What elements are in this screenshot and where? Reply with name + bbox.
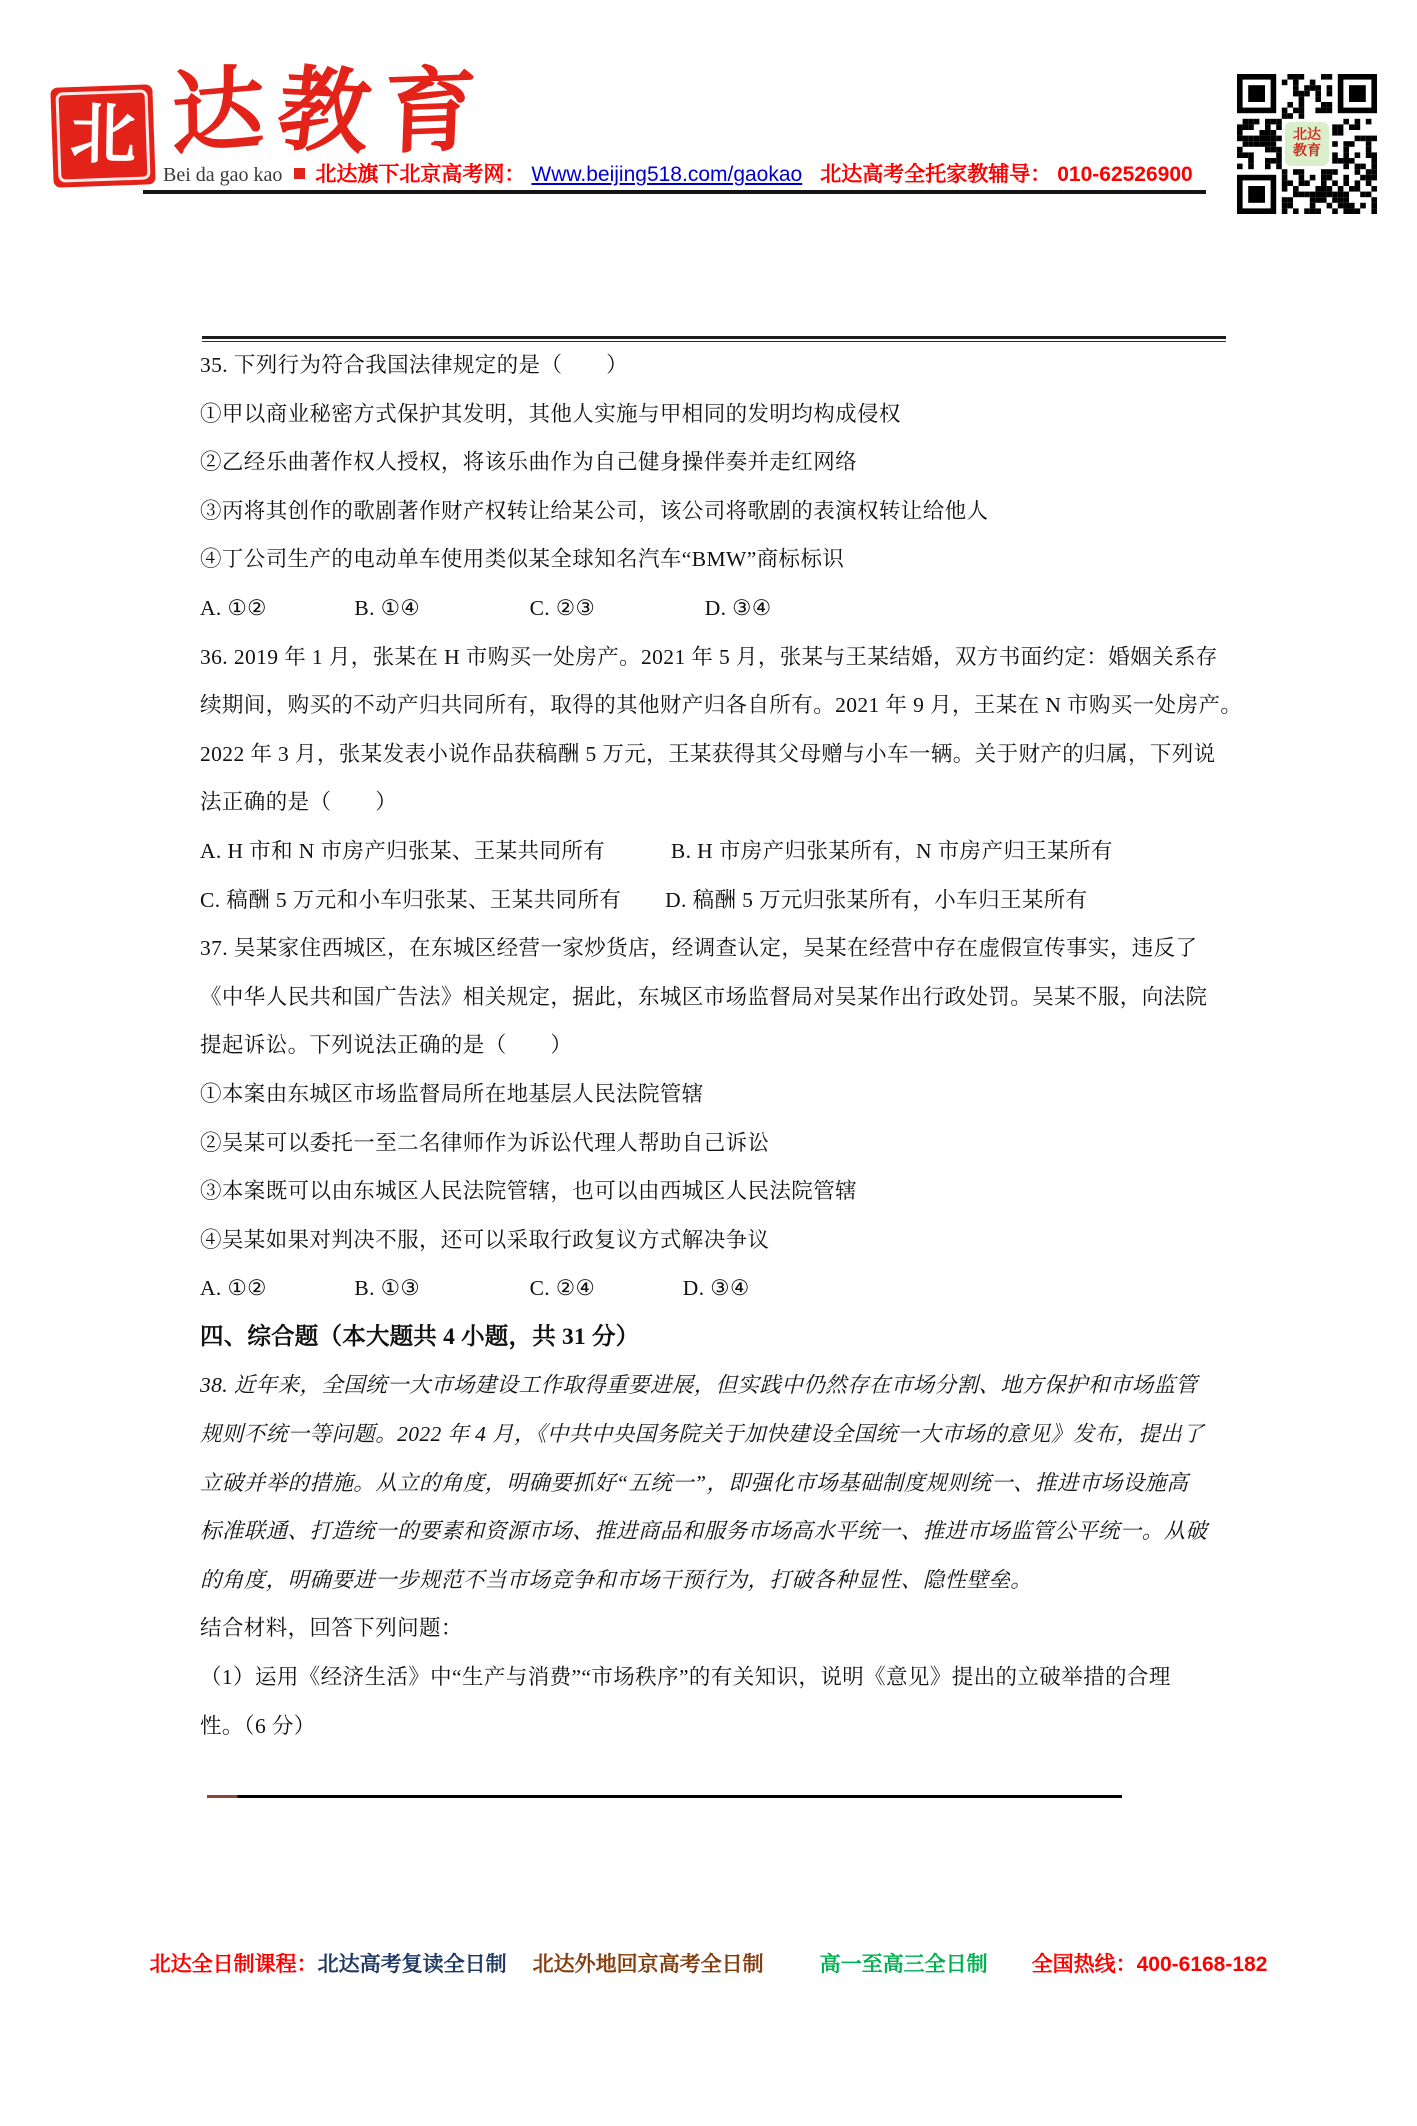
- tutor-label: 北达高考全托家教辅导：: [820, 163, 1052, 186]
- q37-item-1: ①本案由东城区市场监督局所在地基层人民法院管辖: [200, 1081, 704, 1106]
- q35-item-1: ①甲以商业秘密方式保护其发明，其他人实施与甲相同的发明均构成侵权: [200, 401, 901, 426]
- footer-fulltime-repeat: 北达高考复读全日制: [317, 1953, 507, 1976]
- brand-latin-subtitle: Bei da gao kao: [163, 164, 283, 186]
- site-label: 北达旗下北京高考网：: [315, 163, 526, 186]
- question-38-material-3: 立破并举的措施。从立的角度，明确要抓好“五统一”，即强化市场基础制度规则统一、推进市场设施高: [200, 1470, 1189, 1495]
- q35-options-row: A. ①② B. ①④ C. ②③ D. ③④: [200, 595, 772, 620]
- q38-subquestion-1a: （1）运用《经济生活》中“生产与消费”“市场秩序”的有关知识，说明《意见》提出的立破举措的合理: [200, 1665, 1171, 1690]
- question-38-material-1: 38. 近年来，全国统一大市场建设工作取得重要进展，但实践中仍然存在市场分割、地方保护和市场监管: [200, 1373, 1198, 1398]
- brand-seal-character: 北: [69, 98, 137, 173]
- footer-returning-students: 北达外地回京高考全日制: [532, 1953, 764, 1976]
- footer-bar: [0, 1946, 1417, 1980]
- q36-options-row-cd: C. 稿酬 5 万元和小车归张某、王某共同所有 D. 稿酬 5 万元归张某所有，小车归王某所有: [200, 887, 1088, 912]
- qr-badge-text-bottom: 教育: [1293, 144, 1321, 159]
- brand-char-2: 教: [272, 58, 377, 166]
- gaokao-site-link[interactable]: Www.beijing518.com/gaokao: [531, 163, 803, 186]
- question-37-stem-3: 提起诉讼。下列说法正确的是（ ）: [200, 1033, 573, 1058]
- brand-calligraphy: [168, 52, 496, 172]
- question-36-stem-3: 2022 年 3 月，张某发表小说作品获稿酬 5 万元，王某获得其父母赠与小车一辆。关于财产的归属，下列说: [200, 741, 1216, 766]
- question-38-material-5: 的角度，明确要进一步规范不当市场竞争和市场干预行为，打破各种显性、隐性壁垒。: [200, 1567, 1033, 1592]
- section-4-heading: 四、综合题（本大题共 4 小题，共 31 分）: [200, 1323, 640, 1350]
- brand-char-3: 育: [382, 59, 478, 165]
- question-37-stem-2: 《中华人民共和国广告法》相关规定，据此，东城区市场监督局对吴某作出行政处罚。吴某不服，向法院: [200, 984, 1208, 1009]
- q35-item-3: ③丙将其创作的歌剧著作财产权转让给某公司，该公司将歌剧的表演权转让给他人: [200, 498, 989, 523]
- question-36-stem-1: 36. 2019 年 1 月，张某在 H 市购买一处房产。2021 年 5 月，张某与王某结婚，双方书面约定：婚姻关系存: [200, 644, 1218, 669]
- question-36-stem-2: 续期间，购买的不动产归共同所有，取得的其他财产归各自所有。2021 年 9 月，王某在 N 市购买一处房产。: [200, 693, 1243, 718]
- footer-course-label: 北达全日制课程：: [149, 1953, 318, 1976]
- q35-item-2: ②乙经乐曲著作权人授权，将该乐曲作为自己健身操伴奏并走红网络: [200, 450, 858, 475]
- footer-hotline: 全国热线：400-6168-182: [1031, 1953, 1268, 1976]
- q36-options-row-ab: A. H 市和 N 市房产归张某、王某共同所有 B. H 市房产归张某所有，N 市房产归王某所有: [200, 838, 1113, 863]
- question-38-material-4: 标准联通、打造统一的要素和资源市场、推进商品和服务市场高水平统一、推进市场监管公平统一。从破: [200, 1519, 1208, 1544]
- q37-item-4: ④吴某如果对判决不服，还可以采取行政复议方式解决争议: [200, 1227, 770, 1252]
- brand-seal-border: [55, 89, 150, 182]
- q35-item-4: ④丁公司生产的电动单车使用类似某全球知名汽车“BMW”商标标识: [200, 547, 845, 572]
- brand-seal-logo: [50, 84, 155, 187]
- tutor-phone-number: 010-62526900: [1057, 163, 1193, 186]
- q37-item-3: ③本案既可以由东城区人民法院管辖，也可以由西城区人民法院管辖: [200, 1179, 858, 1204]
- question-38-material-2: 规则不统一等问题。2022 年 4 月，《中共中央国务院关于加快建设全国统一大市场的意见》发布，提出了: [200, 1422, 1205, 1447]
- q38-instruction: 结合材料，回答下列问题：: [200, 1616, 463, 1641]
- qr-badge-text-top: 北达: [1293, 127, 1321, 143]
- brand-char-1: 达: [171, 57, 266, 167]
- footer-grades-fulltime: 高一至高三全日制: [819, 1953, 988, 1976]
- qr-code: [1237, 74, 1377, 214]
- pre-footer-divider-rule: [207, 1795, 1122, 1798]
- question-35-stem: 35. 下列行为符合我国法律规定的是（ ）: [200, 353, 629, 377]
- q37-options-row: A. ①② B. ①③ C. ②④ D. ③④: [200, 1276, 750, 1301]
- question-36-stem-4: 法正确的是（ ）: [200, 790, 398, 815]
- header-info-bar: [163, 158, 1193, 188]
- header-divider-rule: [143, 190, 1206, 194]
- question-37-stem-1: 37. 吴某家住西城区，在东城区经营一家炒货店，经调查认定，吴某在经营中存在虚假宣传事实，违反了: [200, 936, 1198, 961]
- red-square-icon: [294, 168, 305, 179]
- exam-body: [200, 341, 1248, 1750]
- q37-item-2: ②吴某可以委托一至二名律师作为诉讼代理人帮助自己诉讼: [200, 1130, 770, 1155]
- qr-center-badge: [1285, 122, 1329, 166]
- q38-subquestion-1b: 性。（6 分）: [200, 1713, 316, 1738]
